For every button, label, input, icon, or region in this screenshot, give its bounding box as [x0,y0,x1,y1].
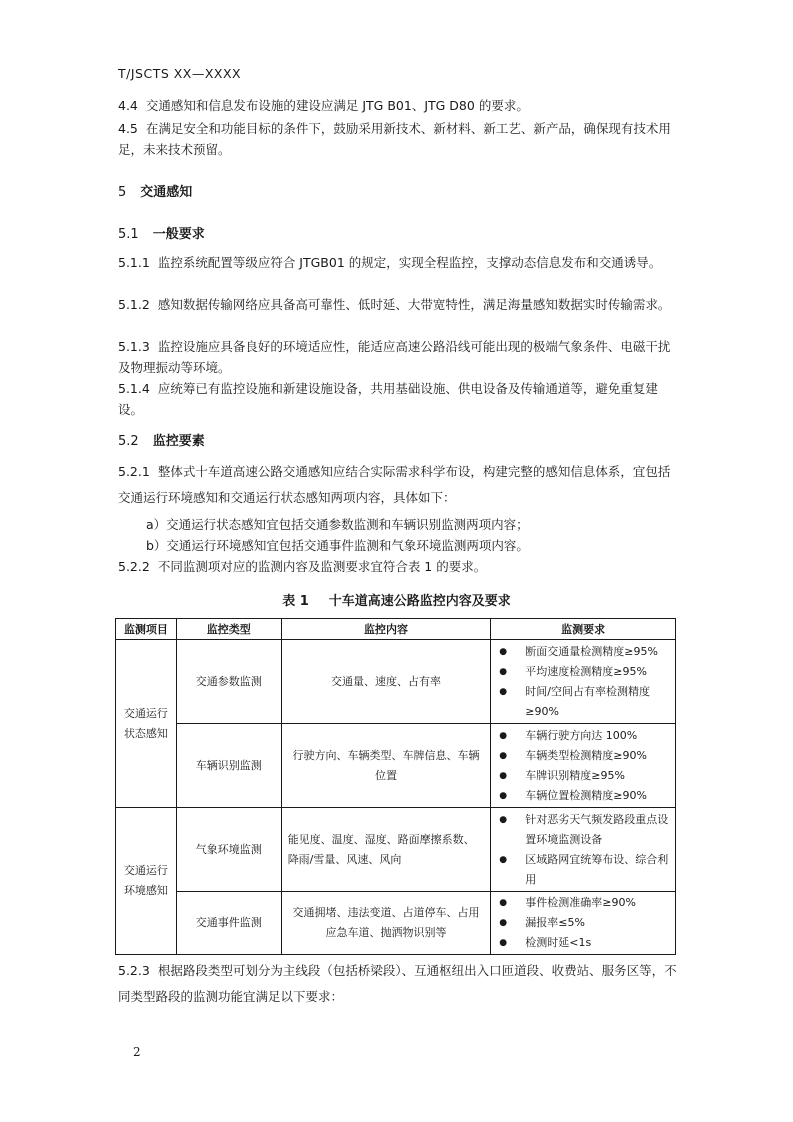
requirement-bullet: ● 区域路网宜统筹布设、综合利用 [495,850,671,890]
header-requirement: 监测要求 [491,619,676,640]
clause-5-1-1 [118,252,678,273]
requirement-bullet: ● 针对恶劣天气频发路段重点设置环境监测设备 [495,810,671,850]
clause-text: 应统筹已有监控设施和新建设施设备，共用基础设施、供电设备及传输通道等，避免重复建设。 [118,381,658,417]
requirement-bullet: ● 事件检测准确率≥90% [495,893,671,913]
list-item-b: b）交通运行环境感知宜包括交通事件监测和气象环境监测两项内容。 [146,538,529,553]
cell-requirements [491,724,676,808]
cell-content: 行驶方向、车辆类型、车牌信息、车辆位置 [281,724,491,808]
table-title: 十车道高速公路监控内容及要求 [328,594,511,609]
cell-content: 交通量、速度、占有率 [281,640,491,724]
section-number: 5.2 [118,434,139,449]
page-number: 2 [133,1045,141,1059]
clause-5-1-3 [118,336,678,378]
requirement-bullet: ● 时间/空间占有率检测精度≥90% [495,682,671,722]
section-5-heading [118,181,192,200]
cell-type: 车辆识别监测 [176,724,281,808]
table-caption [0,590,793,609]
cell-type: 交通参数监测 [176,640,281,724]
section-title: 一般要求 [152,227,205,242]
requirement-bullet: ● 断面交通量检测精度≥95% [495,642,671,662]
clause-5-2-3 [118,958,678,1010]
section-title: 交通感知 [140,185,193,200]
requirement-bullet: ● 漏报率≤5% [495,913,671,933]
header-content: 监控内容 [281,619,491,640]
clause-text: 感知数据传输网络应具备高可靠性、低时延、大带宽特性，满足海量感知数据实时传输需求。 [157,297,671,312]
cell-type: 气象环境监测 [176,808,281,892]
section-number: 5.1 [118,227,139,242]
clause-5-2-1 [118,459,678,511]
clause-4-5 [118,118,678,160]
clause-5-1-2 [118,294,678,315]
section-5-2-heading [118,430,205,449]
clause-number: 5.2.1 [118,464,150,479]
clause-text: 在满足安全和功能目标的条件下，鼓励采用新技术、新材料、新工艺、新产品，确保现有技术用足，未来技术预留。 [118,121,671,157]
requirement-bullet: ● 车辆行驶方向达 100% [495,726,671,746]
cell-item: 交通运行状态感知 [116,640,177,808]
clause-text: 整体式十车道高速公路交通感知应结合实际需求科学布设，构建完整的感知信息体系，宜包括交通运行环境感知和交通运行状态感知两项内容，具体如下： [118,464,671,505]
section-number: 5 [118,185,127,200]
clause-5-1-4 [118,378,678,420]
clause-text: 不同监测项对应的监测内容及监测要求宜符合表 1 的要求。 [157,559,487,574]
clause-number: 5.1.4 [118,381,150,396]
table-row [116,724,676,808]
cell-content: 交通拥堵、违法变道、占道停车、占用应急车道、抛洒物识别等 [281,892,491,955]
cell-requirements [491,808,676,892]
clause-4-4 [118,95,678,116]
clause-number: 5.1.1 [118,255,150,270]
clause-number: 5.1.3 [118,339,150,354]
cell-requirements [491,892,676,955]
clause-text: 监控设施应具备良好的环境适应性，能适应高速公路沿线可能出现的极端气象条件、电磁干扰及物理振动等环境。 [118,339,671,375]
requirement-bullet: ● 车辆类型检测精度≥90% [495,746,671,766]
clause-text: 根据路段类型可划分为主线段（包括桥梁段）、互通枢纽出入口匝道段、收费站、服务区等，不同类型路段的监测功能宜满足以下要求： [118,963,677,1004]
table-row [116,892,676,955]
requirement-bullet: ● 车牌识别精度≥95% [495,766,671,786]
clause-number: 5.2.2 [118,559,150,574]
cell-type: 交通事件监测 [176,892,281,955]
table-row [116,640,676,724]
document-code-header: T/JSCTS XX—XXXX [118,66,242,81]
monitoring-table [115,618,676,955]
cell-requirements [491,640,676,724]
requirement-bullet: ● 检测时延<1s [495,933,671,953]
table-number: 表 1 [282,594,309,609]
clause-number: 4.4 [118,98,138,113]
requirement-bullet: ● 平均速度检测精度≥95% [495,662,671,682]
header-item: 监测项目 [116,619,177,640]
cell-item: 交通运行环境感知 [116,808,177,955]
list-item-a: a）交通运行状态感知宜包括交通参数监测和车辆识别监测两项内容； [146,517,529,532]
section-5-1-heading [118,223,205,242]
clause-number: 5.2.3 [118,963,150,978]
clause-text: 监控系统配置等级应符合 JTGB01 的规定，实现全程监控，支撑动态信息发布和交通诱导。 [157,255,662,270]
clause-number: 4.5 [118,121,138,136]
cell-content: 能见度、温度、湿度、路面摩擦系数、降雨/雪量、风速、风向 [281,808,491,892]
clause-text: 交通感知和信息发布设施的建设应满足 JTG B01、JTG D80 的要求。 [145,98,529,113]
clause-number: 5.1.2 [118,297,150,312]
requirement-bullet: ● 车辆位置检测精度≥90% [495,786,671,806]
table-header-row [116,619,676,640]
clause-5-2-2 [118,556,678,577]
table-row [116,808,676,892]
section-title: 监控要素 [152,434,205,449]
header-type: 监控类型 [176,619,281,640]
